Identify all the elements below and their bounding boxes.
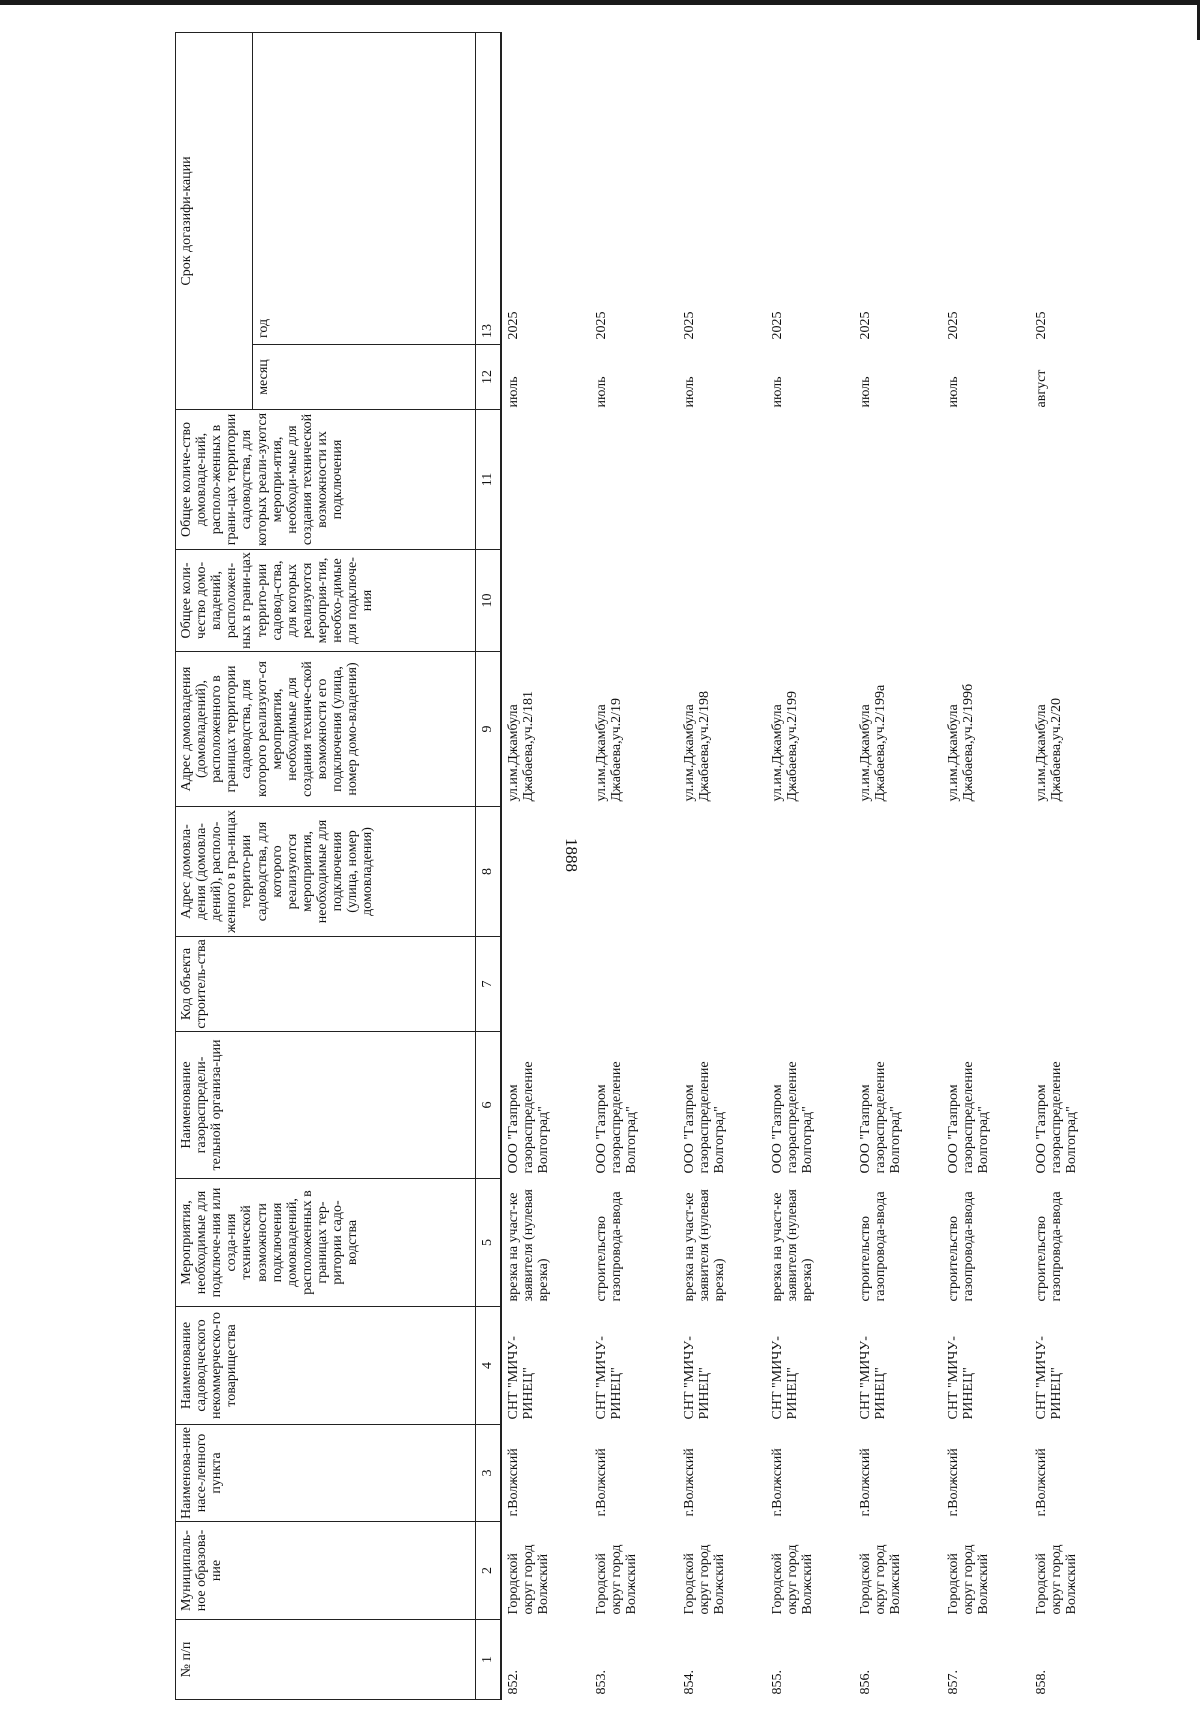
- cell-address-connection: [1030, 807, 1118, 937]
- cell-address-creation: ул.им.Джамбула Джабаева,уч.2/20: [1034, 697, 1065, 802]
- cell-object-code: [590, 937, 678, 1032]
- cell-term-month: июль: [858, 376, 873, 408]
- cell-object-code: [766, 937, 854, 1032]
- table-row: [501, 33, 590, 1700]
- cell-measures: врезка на участ-ке заявителя (нулевая врезка): [506, 1189, 552, 1302]
- cell-term-year: 2025: [946, 311, 961, 340]
- cell-count-connection: [590, 550, 678, 652]
- cell-measures: строительство газопровода-ввода: [1034, 1191, 1065, 1302]
- column-numbers-row: [476, 33, 502, 1700]
- column-number: 6: [476, 1032, 502, 1179]
- cell-gas-organization: ООО "Газпром газораспределение Волгоград": [506, 1061, 552, 1174]
- cell-measures: строительство газопровода-ввода: [594, 1191, 625, 1302]
- rotated-table-container: [175, 33, 1080, 1700]
- row-number: 856.: [858, 1670, 873, 1695]
- header-term: Срок догазифи-кации: [176, 33, 253, 410]
- header-object-code: Код объекта строитель-ства: [176, 937, 476, 1032]
- cell-address-connection: [766, 807, 854, 937]
- cell-count-creation: [501, 410, 590, 550]
- row-number: 853.: [594, 1670, 609, 1695]
- header-count-connection: Общее коли-чество домо-владений, расположен-ных в грани-цах террито-рии садовод-ства, для которых реализуются мероприя-тия, необхо-димые для подключе-ния: [176, 550, 476, 652]
- cell-municipality: Городской округ город Волжский: [682, 1544, 728, 1615]
- cell-count-connection: [766, 550, 854, 652]
- table-row: [1030, 33, 1118, 1700]
- header-measures: Мероприятия, необходимые для подключе-ния или созда-ния технической возможности подключения домовладений, расположенных в границах тер-ритории садо-водства: [176, 1179, 476, 1307]
- column-number: 13: [476, 33, 502, 345]
- table-row: [678, 33, 766, 1700]
- cell-address-connection: [678, 807, 766, 937]
- cell-term-year: 2025: [1034, 311, 1049, 340]
- cell-municipality: Городской округ город Волжский: [770, 1544, 816, 1615]
- table-row: [590, 33, 678, 1700]
- cell-address-creation: ул.им.Джамбула Джабаева,уч.2/199а: [858, 684, 889, 802]
- cell-snt-name: СНТ "МИЧУ-РИНЕЦ": [594, 1336, 625, 1420]
- header-address-connection: Адрес домовла-дения (домовла-дений), располо-женного в гра-ницах террито-рии садоводства, для которого реализуются мероприятия, необходимые для подключения (улица, номер домовладения): [176, 807, 476, 937]
- table-row: [766, 33, 854, 1700]
- cell-count-creation: [590, 410, 678, 550]
- cell-settlement: г.Волжский: [594, 1448, 609, 1517]
- cell-settlement: г.Волжский: [1034, 1448, 1049, 1517]
- cell-gas-organization: ООО "Газпром газораспределение Волгоград": [858, 1061, 904, 1174]
- header-term-year: год: [253, 33, 476, 345]
- gasification-table: [175, 32, 1118, 1700]
- header-gas-organization: Наименование газораспредели-тельной организа-ции: [176, 1032, 476, 1179]
- cell-count-connection: [1030, 550, 1118, 652]
- scan-edge-top: [0, 0, 1200, 5]
- table-row: [942, 33, 1030, 1700]
- column-number: 3: [476, 1425, 502, 1522]
- cell-gas-organization: ООО "Газпром газораспределение Волгоград": [946, 1061, 992, 1174]
- cell-count-creation: [1030, 410, 1118, 550]
- cell-count-creation: [766, 410, 854, 550]
- column-number: 5: [476, 1179, 502, 1307]
- cell-snt-name: СНТ "МИЧУ-РИНЕЦ": [682, 1336, 713, 1420]
- cell-address-connection: [854, 807, 942, 937]
- column-number: 2: [476, 1522, 502, 1620]
- header-settlement: Наименова-ние насе-ленного пункта: [176, 1425, 476, 1522]
- cell-settlement: г.Волжский: [946, 1448, 961, 1517]
- cell-address-creation: ул.им.Джамбула Джабаева,уч.2/199б: [946, 683, 977, 802]
- column-number: 10: [476, 550, 502, 652]
- cell-address-connection: [501, 807, 590, 937]
- cell-count-creation: [678, 410, 766, 550]
- cell-object-code: [678, 937, 766, 1032]
- cell-term-month: август: [1034, 369, 1049, 408]
- cell-municipality: Городской округ город Волжский: [858, 1544, 904, 1615]
- cell-term-year: 2025: [858, 311, 873, 340]
- row-number: 858.: [1034, 1670, 1049, 1695]
- cell-settlement: г.Волжский: [682, 1448, 697, 1517]
- cell-term-month: июль: [506, 376, 521, 408]
- cell-address-connection: [942, 807, 1030, 937]
- cell-address-creation: ул.им.Джамбула Джабаева,уч.2/181: [506, 690, 537, 802]
- cell-count-connection: [678, 550, 766, 652]
- cell-term-year: 2025: [594, 311, 609, 340]
- cell-measures: врезка на участ-ке заявителя (нулевая врезка): [682, 1189, 728, 1302]
- cell-count-connection: [501, 550, 590, 652]
- cell-gas-organization: ООО "Газпром газораспределение Волгоград": [682, 1061, 728, 1174]
- header-row-number: № п/п: [176, 1620, 476, 1700]
- cell-count-connection: [854, 550, 942, 652]
- cell-gas-organization: ООО "Газпром газораспределение Волгоград": [1034, 1061, 1080, 1174]
- cell-term-month: июль: [770, 376, 785, 408]
- header-municipality: Муниципаль-ное образова-ние: [176, 1522, 476, 1620]
- column-number: 8: [476, 807, 502, 937]
- cell-municipality: Городской округ город Волжский: [594, 1544, 640, 1615]
- cell-gas-organization: ООО "Газпром газораспределение Волгоград": [594, 1061, 640, 1174]
- cell-municipality: Городской округ город Волжский: [946, 1544, 992, 1615]
- cell-term-year: 2025: [682, 311, 697, 340]
- row-number: 857.: [946, 1670, 961, 1695]
- header-term-month: месяц: [253, 345, 476, 410]
- header-count-creation: Общее количе-ство домовладе-ний, располо-женных в грани-цах территории садоводства, для которых реали-зуются меропри-ятия, необходи-мые для создания технической возможности их подключения: [176, 410, 476, 550]
- cell-object-code: [501, 937, 590, 1032]
- cell-term-month: июль: [682, 376, 697, 408]
- cell-term-month: июль: [946, 376, 961, 408]
- cell-measures: врезка на участ-ке заявителя (нулевая врезка): [770, 1189, 816, 1302]
- cell-object-code: [854, 937, 942, 1032]
- cell-snt-name: СНТ "МИЧУ-РИНЕЦ": [858, 1336, 889, 1420]
- header-address-creation: Адрес домовладения (домовладений), расположенного в границах территории садоводства, для которого реализуют-ся мероприятия, необходимые для создания техниче-ской возможности его подключения (улица, номер домо-владения): [176, 652, 476, 807]
- cell-municipality: Городской округ город Волжский: [1034, 1544, 1080, 1615]
- cell-measures: строительство газопровода-ввода: [858, 1191, 889, 1302]
- column-number: 9: [476, 652, 502, 807]
- cell-term-month: июль: [594, 376, 609, 408]
- cell-gas-organization: ООО "Газпром газораспределение Волгоград": [770, 1061, 816, 1174]
- cell-snt-name: СНТ "МИЧУ-РИНЕЦ": [1034, 1336, 1065, 1420]
- cell-address-connection: [590, 807, 678, 937]
- cell-object-code: [942, 937, 1030, 1032]
- header-snt-name: Наименование садоводческого некоммерческо-го товарищества: [176, 1307, 476, 1425]
- page-number: 1888: [562, 838, 581, 872]
- cell-address-creation: ул.им.Джамбула Джабаева,уч.2/198: [682, 690, 713, 802]
- cell-snt-name: СНТ "МИЧУ-РИНЕЦ": [946, 1336, 977, 1420]
- row-number: 855.: [770, 1670, 785, 1695]
- column-number: 11: [476, 410, 502, 550]
- column-number: 7: [476, 937, 502, 1032]
- cell-municipality: Городской округ город Волжский: [506, 1544, 552, 1615]
- column-number: 1: [476, 1620, 502, 1700]
- cell-address-creation: ул.им.Джамбула Джабаева,уч.2/199: [770, 690, 801, 802]
- cell-settlement: г.Волжский: [770, 1448, 785, 1517]
- cell-count-connection: [942, 550, 1030, 652]
- cell-term-year: 2025: [770, 311, 785, 340]
- column-number: 4: [476, 1307, 502, 1425]
- cell-settlement: г.Волжский: [506, 1448, 521, 1517]
- cell-snt-name: СНТ "МИЧУ-РИНЕЦ": [770, 1336, 801, 1420]
- column-number: 12: [476, 345, 502, 410]
- cell-measures: строительство газопровода-ввода: [946, 1191, 977, 1302]
- row-number: 854.: [682, 1670, 697, 1695]
- cell-address-creation: ул.им.Джамбула Джабаева,уч.2/19: [594, 697, 625, 802]
- cell-snt-name: СНТ "МИЧУ-РИНЕЦ": [506, 1336, 537, 1420]
- cell-count-creation: [854, 410, 942, 550]
- cell-count-creation: [942, 410, 1030, 550]
- cell-term-year: 2025: [506, 311, 521, 340]
- cell-object-code: [1030, 937, 1118, 1032]
- row-number: 852.: [506, 1670, 521, 1695]
- cell-settlement: г.Волжский: [858, 1448, 873, 1517]
- table-row: [854, 33, 942, 1700]
